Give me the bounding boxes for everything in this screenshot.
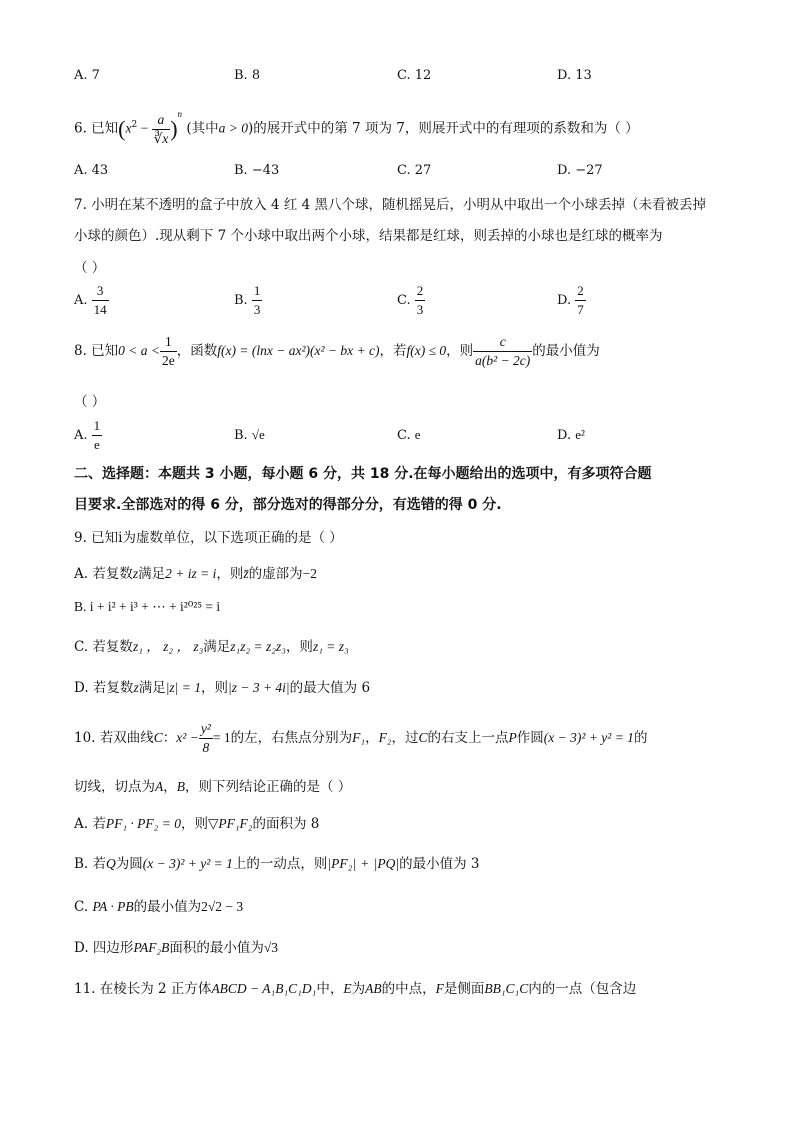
question-6: 6. 已知($x^2$ − $\frac{a}{∛x}$ )$^n$ (其中a > 0)的展开式中的第 7 项为 7，则展开式中的有理项的系数和为（ ） — [74, 109, 639, 146]
q7-option-b: B. $\frac{1}{3}$ — [234, 283, 261, 317]
question-10: 10. 若双曲线C：x² − $\frac{\text{y²}}{8}$ = 1的左，右焦点分别为F₁，F₂，过C的右支上一点P作圆(x − 3)² + y² = 1的 — [74, 721, 648, 755]
q6-exponent: n — [177, 109, 183, 119]
q9-option-d: D. 若复数z满足|z| = 1，则|z − 3 + 4i|的最大值为 6 — [74, 680, 371, 696]
q8-option-b: B. √e — [234, 427, 265, 443]
q7-line-2: 小球的颜色）.现从剩下 7 个小球中取出两个小球，结果都是红球，则丢掉的小球也是红球的概率为 — [74, 228, 663, 244]
q6-option-a: A. 43 — [74, 163, 109, 178]
q6-cond: a > 0 — [218, 120, 248, 136]
q10-line-2: 切线，切点为A，B，则下列结论正确的是（ ） — [74, 779, 352, 795]
q6-x: x — [125, 120, 132, 136]
section-2-heading-line-2: 目要求.全部选对的得 6 分，部分选对的得部分分，有选错的得 0 分. — [74, 497, 502, 513]
question-8: 8. 已知0 < a < $\frac{1}{2e}$ ，函数f(x) = (lnx − ax²)(x² − bx + c)，若f(x) ≤ 0，则 $\frac{c}{\text{a(b² − 2c)}}$ 的最小值为 — [74, 334, 600, 368]
q10-option-d: D. 四边形PAF₂B面积的最小值为√3 — [74, 940, 279, 956]
q5-option-c: C. 12 — [397, 68, 432, 83]
q10-option-a: A. 若PF₁ · PF₂ = 0，则▽PF₁F₂的面积为 8 — [74, 816, 320, 832]
q6-middle: (其中 — [186, 120, 219, 137]
q8-option-a: A. $\frac{1}{e}$ — [74, 418, 101, 452]
q5-option-a: A. 7 — [74, 68, 100, 83]
q5-option-b: B. 8 — [234, 68, 261, 83]
q7-option-c: C. $\frac{2}{3}$ — [397, 283, 424, 317]
q6-prefix: 6. 已知 — [74, 120, 119, 137]
q9-option-c: C. 若复数z₁ ， z₂ ， z₃满足z₁z₂ = z₂z₃，则z₁ = z₃ — [74, 639, 349, 655]
section-2-heading-line-1: 二、选择题：本题共 3 小题，每小题 6 分，共 18 分.在每小题给出的选项中，有多项符合题 — [74, 466, 652, 482]
q6-suffix: )的展开式中的第 7 项为 7，则展开式中的有理项的系数和为（ ） — [248, 120, 639, 137]
q9-option-b: B. i + i² + i³ + ⋯ + i²⁰²⁵ = i — [74, 599, 221, 614]
q7-option-d: D. $\frac{2}{7}$ — [557, 283, 584, 317]
question-11: 11. 在棱长为 2 正方体ABCD − A₁B₁C₁D₁中，E为AB的中点，F是侧面BB₁C₁C内的一点（包含边 — [74, 981, 637, 997]
q7-option-a: A. $\frac{3}{14}$ — [74, 283, 107, 317]
q10-option-c: C. PA · PB的最小值为2√2 − 3 — [74, 899, 244, 915]
q8-option-c: C. e — [397, 427, 421, 443]
q6-option-c: C. 27 — [397, 163, 432, 178]
q5-option-d: D. 13 — [557, 68, 592, 83]
q7-line-3: （ ） — [74, 260, 106, 276]
q9-stem: 9. 已知i为虚数单位，以下选项正确的是（ ） — [74, 530, 343, 546]
q9-option-a: A. 若复数z满足2 + iz = i，则z̄的虚部为−2 — [74, 566, 317, 582]
q8-line-2: （ ） — [74, 394, 106, 410]
q6-option-b: B. −43 — [234, 163, 280, 178]
q10-option-b: B. 若Q为圆(x − 3)² + y² = 1上的一动点，则|PF₂| + |PQ|的最小值为 3 — [74, 856, 480, 872]
q8-option-d: D. e² — [557, 427, 585, 443]
q6-fraction: $\frac{a}{∛x}$ — [153, 111, 169, 146]
q6-option-d: D. −27 — [557, 163, 603, 178]
q7-line-1: 7. 小明在某不透明的盒子中放入 4 红 4 黑八个球，随机摇晃后，小明从中取出一个小球丢掉（未看被丢掉 — [74, 197, 707, 213]
